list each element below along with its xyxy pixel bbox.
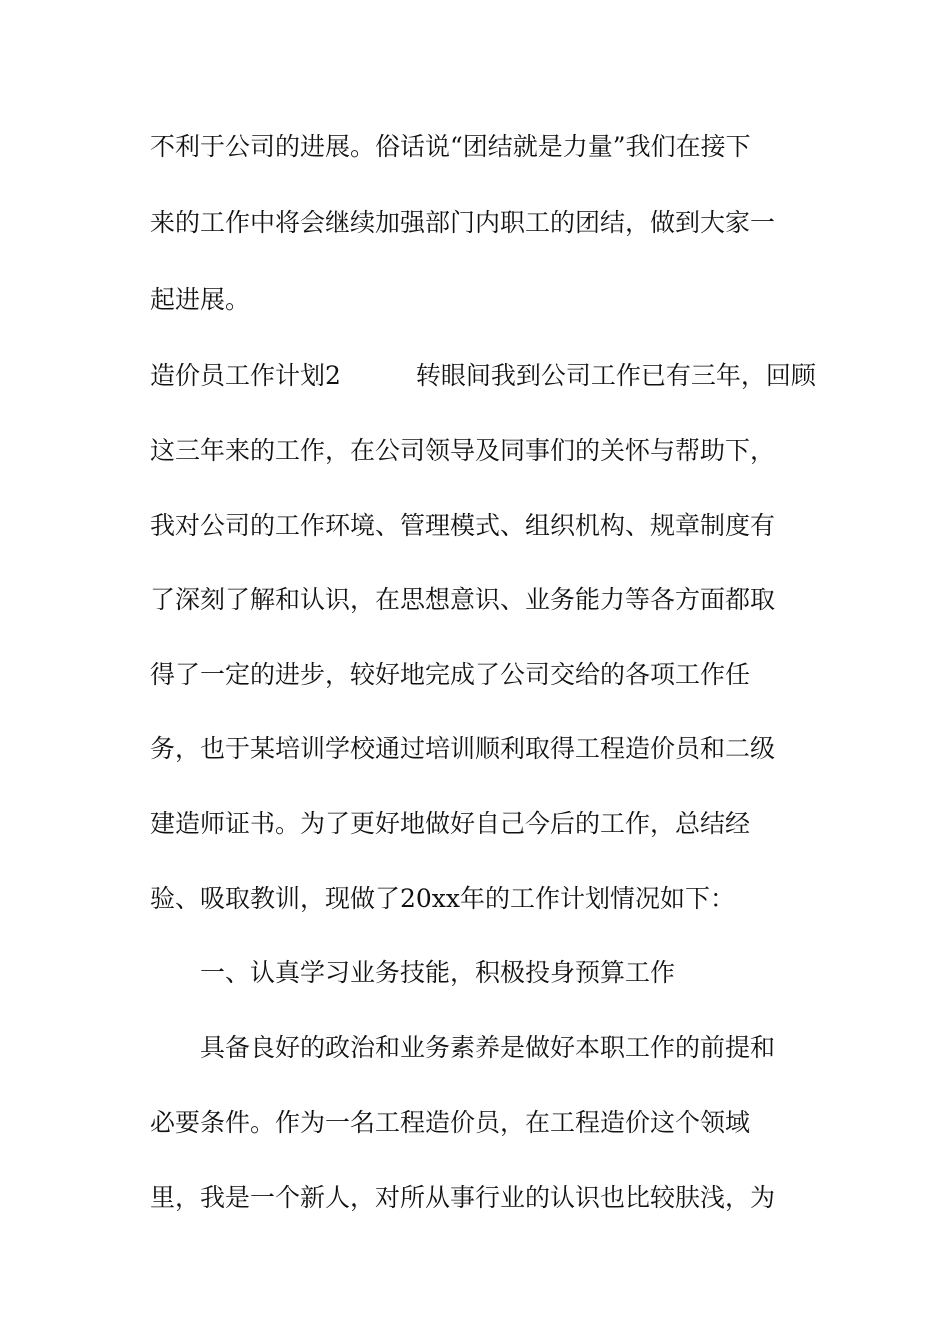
text-line: 具备良好的政治和业务素养是做好本职工作的前提和 [150, 1033, 776, 1062]
text-line: 验、吸取教训，现做了20xx年的工作计划情况如下： [150, 884, 736, 913]
text-line: 不利于公司的进展。俗话说“团结就是力量”我们在接下 [150, 132, 751, 161]
subheading-line: 一、认真学习业务技能，积极投身预算工作 [150, 958, 676, 987]
text-line: 得了一定的进步，较好地完成了公司交给的各项工作任 [150, 660, 751, 689]
text-line: 必要条件。作为一名工程造价员，在工程造价这个领域 [150, 1108, 751, 1137]
text-line: 我对公司的工作环境、管理模式、组织机构、规章制度有 [150, 511, 776, 540]
text-line: 这三年来的工作，在公司领导及同事们的关怀与帮助下， [150, 436, 776, 465]
section-heading-line: 造价员工作计划2 转眼间我到公司工作已有三年，回顾 [150, 361, 816, 390]
text-line: 了深刻了解和认识，在思想意识、业务能力等各方面都取 [150, 585, 776, 614]
text-line: 里，我是一个新人，对所从事行业的认识也比较肤浅，为 [150, 1183, 776, 1212]
text-line: 起进展。 [150, 285, 251, 314]
text-line: 来的工作中将会继续加强部门内职工的团结，做到大家一 [150, 208, 776, 237]
text-line: 建造师证书。为了更好地做好自己今后的工作，总结经 [150, 809, 751, 838]
text-line: 务，也于某培训学校通过培训顺利取得工程造价员和二级 [150, 734, 776, 763]
